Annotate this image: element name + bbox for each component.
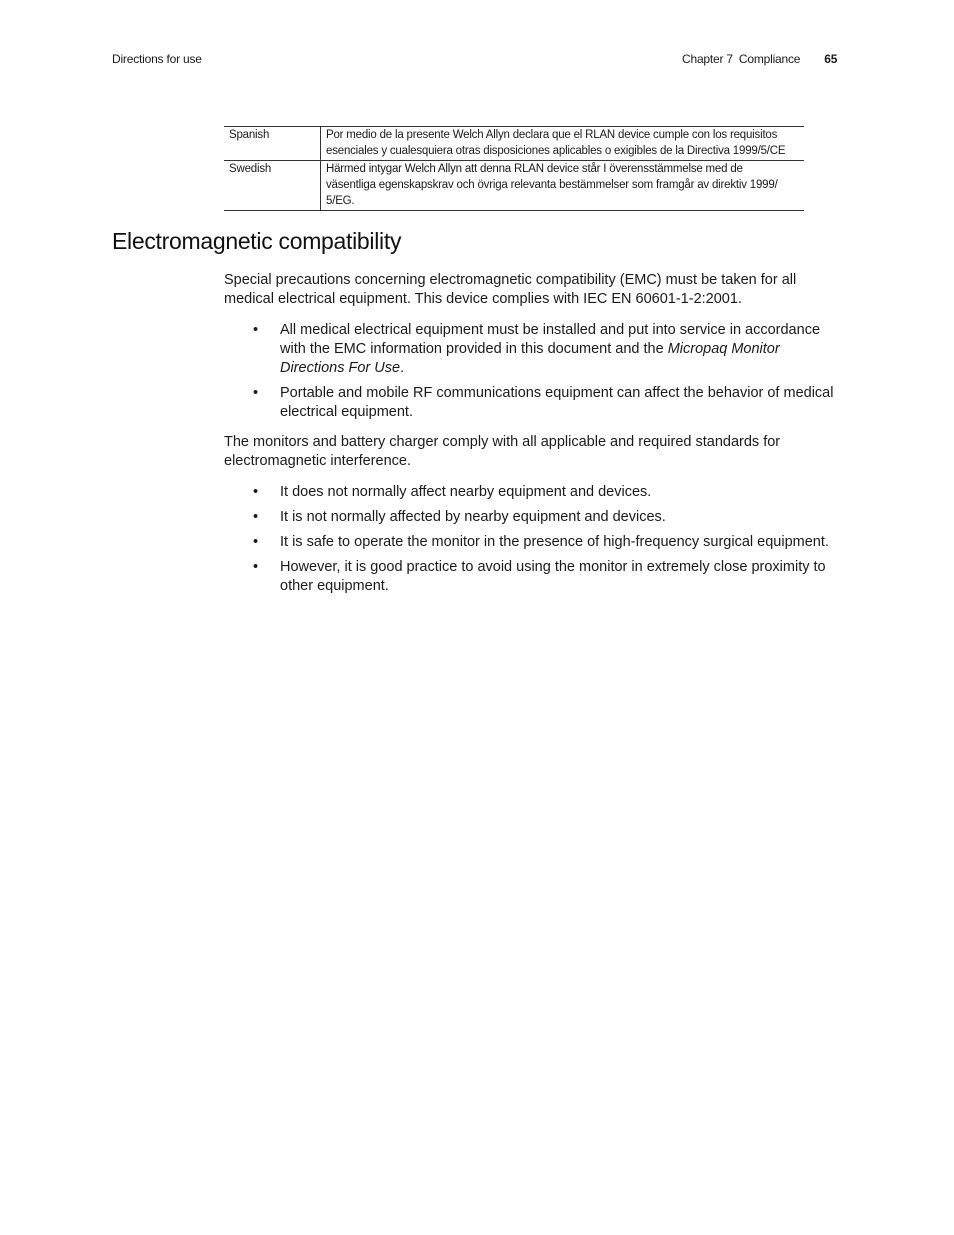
table-row xyxy=(224,161,804,211)
list-item-text: All medical electrical equipment must be installed and put into service in accordance with the EMC information provided in this document and the xyxy=(280,322,821,357)
emc-intro-paragraph: Special precautions concerning electromagnetic compatibility (EMC) must be taken for all medical electrical equipment. This device complies with IEC EN 60601-1-2:2001. xyxy=(224,272,797,307)
language-cell: Swedish xyxy=(229,163,272,175)
list-item: • It is safe to operate the monitor in the presence of high-frequency surgical equipment. xyxy=(224,533,842,552)
language-cell: Spanish xyxy=(229,129,270,141)
section-title: Electromagnetic compatibility xyxy=(112,228,402,254)
list-item-tail: . xyxy=(400,360,405,376)
declaration-line: Por medio de la presente Welch Allyn declara que el RLAN device cumple con los requisitos xyxy=(326,129,778,141)
document-reference: Micropaq Monitor Directions For Use xyxy=(280,341,780,376)
emi-compliance-paragraph: The monitors and battery charger comply with all applicable and required standards for electromagnetic interference. xyxy=(224,434,781,469)
declaration-line: väsentliga egenskapskrav och övriga relevanta bestämmelser som framgår av direktiv 1999/ xyxy=(326,179,778,191)
emi-statements-list xyxy=(224,483,842,602)
list-item xyxy=(224,384,842,422)
page-number: 65 xyxy=(824,52,838,66)
declaration-text-cell xyxy=(321,127,805,161)
list-item: • It does not normally affect nearby equipment and devices. xyxy=(224,483,842,502)
chapter-label: Chapter 7 xyxy=(682,52,733,66)
declaration-language-table xyxy=(224,126,804,211)
declaration-line: esenciales y cualesquiera otras disposiciones aplicables o exigibles de la Directiva 1999/5/CE xyxy=(326,145,786,157)
running-header-doc-name: Directions for use xyxy=(112,52,202,66)
declaration-line: 5/EG. xyxy=(326,195,355,207)
table-row xyxy=(224,127,804,161)
emc-precautions-list xyxy=(224,321,842,428)
running-header-chapter xyxy=(682,52,837,66)
declaration-text-cell xyxy=(321,161,805,211)
chapter-section-label: Compliance xyxy=(738,52,801,66)
list-item: • It is not normally affected by nearby equipment and devices. xyxy=(224,508,842,527)
declaration-line: Härmed intygar Welch Allyn att denna RLAN device står I överensstämmelse med de xyxy=(326,163,743,175)
list-item: • However, it is good practice to avoid using the monitor in extremely close proximity to other equipment. xyxy=(224,558,842,596)
list-item-text: Portable and mobile RF communications equipment can affect the behavior of medical electrical equipment. xyxy=(280,385,834,420)
list-item xyxy=(224,321,842,378)
